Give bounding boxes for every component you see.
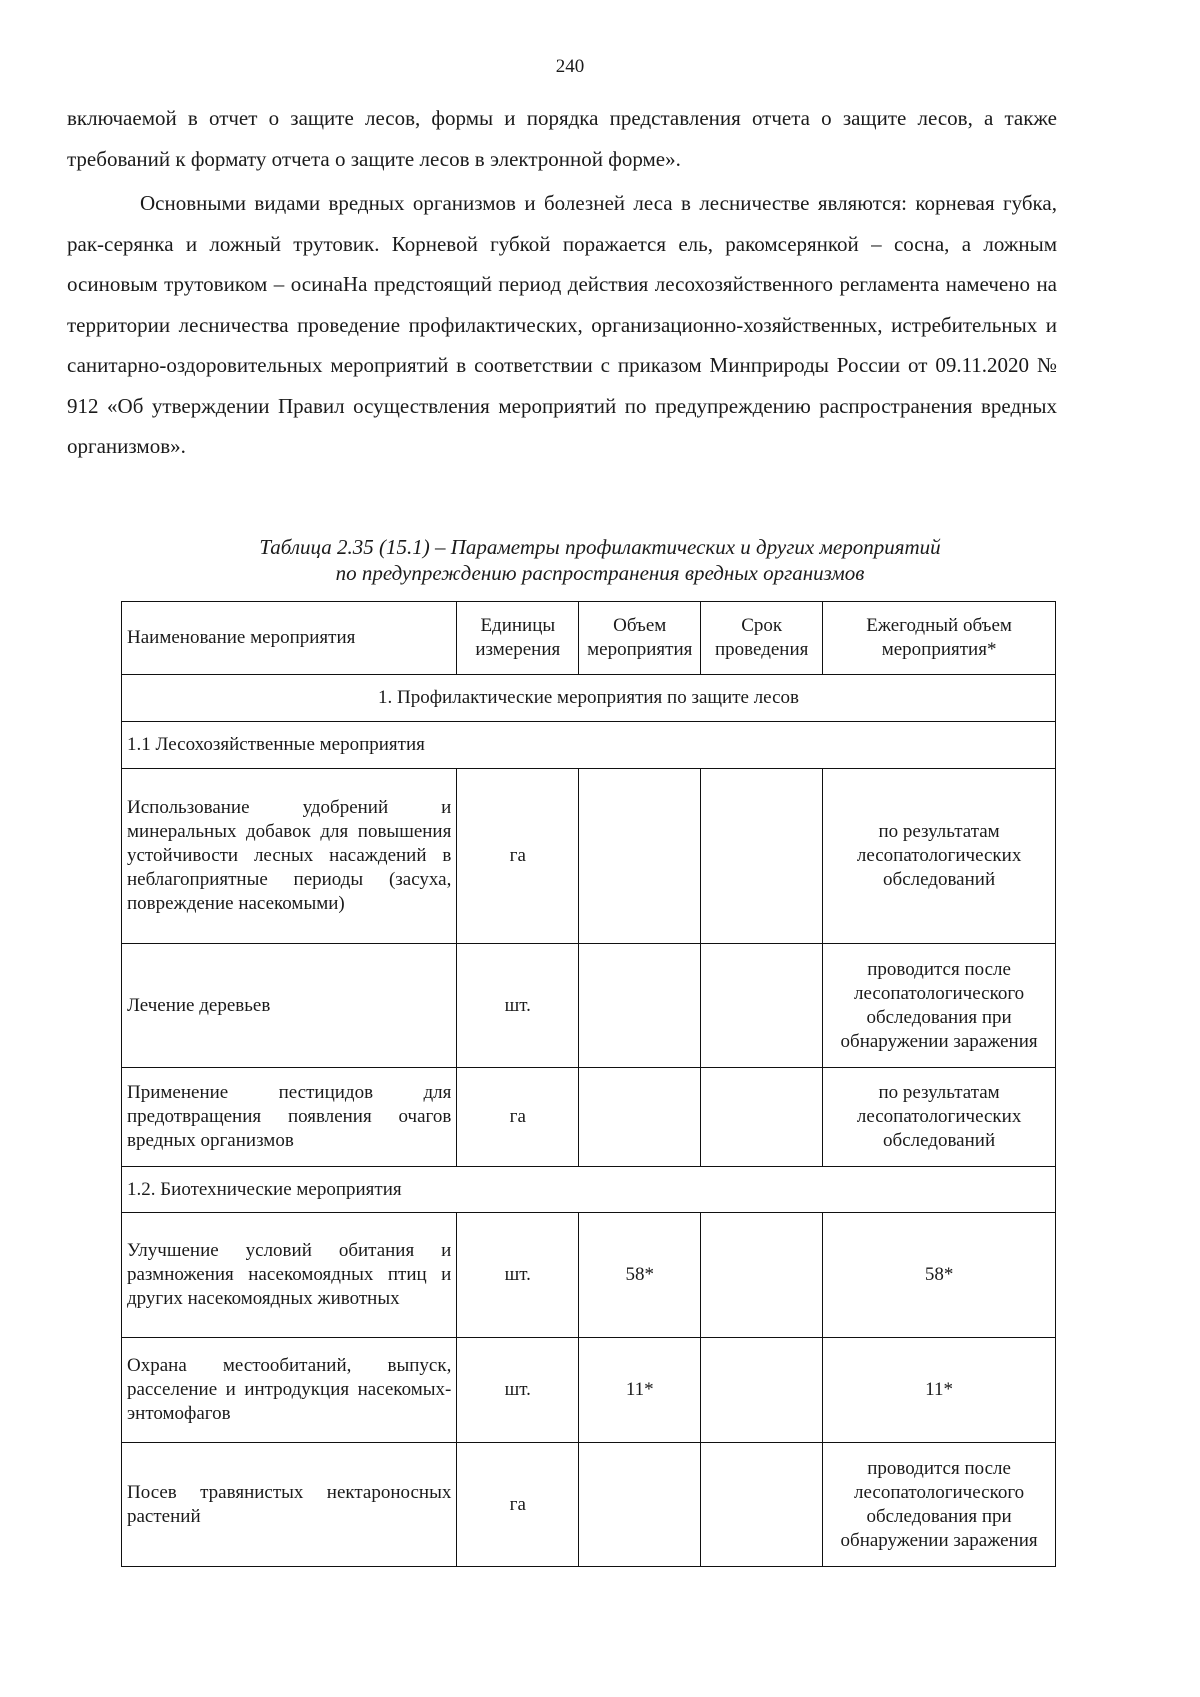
- subsection-title: 1.1 Лесохозяйственные мероприятия: [122, 722, 1056, 769]
- cell-annual: проводится после лесопатологического обследования при обнаружении заражения: [823, 944, 1056, 1068]
- cell-name: Лечение деревьев: [122, 944, 457, 1068]
- cell-units: га: [457, 1443, 579, 1567]
- cell-term: [701, 1338, 823, 1443]
- body-text: [67, 98, 1057, 467]
- header-term: Срок проведения: [701, 602, 823, 675]
- cell-name: Использование удобрений и минеральных добавок для повышения устойчивости лесных насаждений в неблагоприятные периоды (засуха, повреждение насекомыми): [122, 769, 457, 944]
- cell-units: шт.: [457, 1213, 579, 1338]
- table-row: [122, 769, 1056, 944]
- cell-name: Посев травянистых нектароносных растений: [122, 1443, 457, 1567]
- table-caption-line: Таблица 2.35 (15.1) – Параметры профилактических и других мероприятий: [259, 535, 941, 559]
- table-row: [122, 944, 1056, 1068]
- cell-volume: [579, 1068, 701, 1167]
- paragraph: включаемой в отчет о защите лесов, формы и порядка представления отчета о защите лесов, а также требований к формату отчета о защите лесов в электронной форме».: [67, 106, 1057, 171]
- cell-annual: проводится после лесопатологического обследования при обнаружении заражения: [823, 1443, 1056, 1567]
- cell-annual: по результатам лесопатологических обследований: [823, 769, 1056, 944]
- cell-units: га: [457, 769, 579, 944]
- table-row: [122, 1338, 1056, 1443]
- table-row: [122, 1213, 1056, 1338]
- cell-volume: 58*: [579, 1213, 701, 1338]
- table-row: [122, 1068, 1056, 1167]
- section-title: 1. Профилактические мероприятия по защите лесов: [122, 675, 1056, 722]
- subsection-row: [122, 1167, 1056, 1213]
- cell-term: [701, 1068, 823, 1167]
- cell-term: [701, 1213, 823, 1338]
- cell-units: шт.: [457, 1338, 579, 1443]
- subsection-row: [122, 722, 1056, 769]
- cell-units: га: [457, 1068, 579, 1167]
- header-annual: Ежегодный объем мероприятия*: [823, 602, 1056, 675]
- page-number: 240: [555, 56, 585, 77]
- table-caption: [0, 534, 1200, 586]
- cell-annual: 11*: [823, 1338, 1056, 1443]
- subsection-title: 1.2. Биотехнические мероприятия: [122, 1167, 1056, 1213]
- cell-term: [701, 1443, 823, 1567]
- header-volume: Объем мероприятия: [579, 602, 701, 675]
- table-caption-line: по предупреждению распространения вредных организмов: [335, 561, 865, 585]
- cell-name: Охрана местообитаний, выпуск, расселение и интродукция насекомых-энтомофагов: [122, 1338, 457, 1443]
- cell-volume: [579, 944, 701, 1068]
- cell-annual: 58*: [823, 1213, 1056, 1338]
- cell-volume: [579, 1443, 701, 1567]
- cell-annual: по результатам лесопатологических обследований: [823, 1068, 1056, 1167]
- header-units: Единицы измерения: [457, 602, 579, 675]
- section-row: [122, 675, 1056, 722]
- cell-name: Улучшение условий обитания и размножения насекомоядных птиц и других насекомоядных животных: [122, 1213, 457, 1338]
- cell-term: [701, 944, 823, 1068]
- paragraph: Основными видами вредных организмов и болезней леса в лесничестве являются: корневая губка, рак-серянка и ложный трутовик. Корневой губкой поражается ель, ракомсерянкой – сосна, а ложным осиновым трутовиком – осинаНа предстоящий период действия лесохозяйственного регламента намечено на территории лесничества проведение профилактических, организационно-хозяйственных, истребительных и санитарно-оздоровительных мероприятий в соответствии с приказом Минприроды России от 09.11.2020 № 912 «Об утверждении Правил осуществления мероприятий по предупреждению распространения вредных организмов».: [67, 191, 1057, 458]
- cell-term: [701, 769, 823, 944]
- header-name: Наименование мероприятия: [122, 602, 457, 675]
- cell-name: Применение пестицидов для предотвращения появления очагов вредных организмов: [122, 1068, 457, 1167]
- cell-volume: [579, 769, 701, 944]
- table-row: [122, 1443, 1056, 1567]
- measures-table: [121, 601, 1056, 1567]
- cell-volume: 11*: [579, 1338, 701, 1443]
- cell-units: шт.: [457, 944, 579, 1068]
- table-header-row: [122, 602, 1056, 675]
